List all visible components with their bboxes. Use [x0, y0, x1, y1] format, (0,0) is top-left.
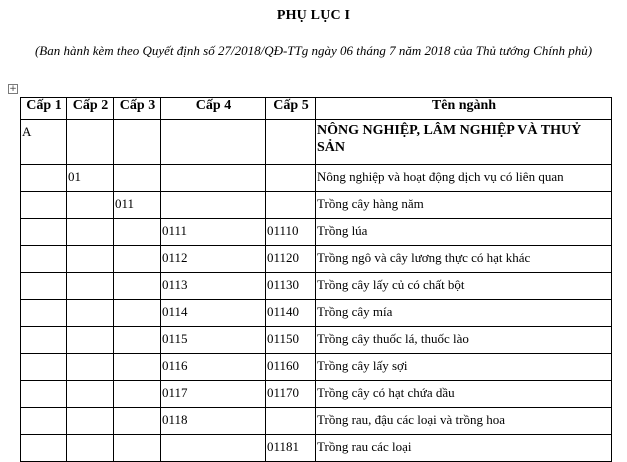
code-cell-level-3[interactable] — [114, 273, 161, 300]
industry-name-cell[interactable]: Nông nghiệp và hoạt động dịch vụ có liên quan — [316, 165, 612, 192]
code-cell-level-4[interactable] — [161, 192, 266, 219]
table-row — [21, 192, 612, 219]
code-cell-level-1[interactable] — [21, 354, 67, 381]
code-cell-level-2[interactable] — [67, 120, 114, 165]
table-row — [21, 408, 612, 435]
document-subtitle: (Ban hành kèm theo Quyết định số 27/2018/QĐ-TTg ngày 06 tháng 7 năm 2018 của Thủ tướng Chính phủ) — [34, 43, 593, 58]
code-cell-level-2[interactable] — [67, 354, 114, 381]
industry-name-cell[interactable]: Trồng cây có hạt chứa dầu — [316, 381, 612, 408]
code-cell-level-2[interactable] — [67, 273, 114, 300]
code-cell-level-4[interactable]: 0111 — [161, 219, 266, 246]
table-row — [21, 354, 612, 381]
code-cell-level-5[interactable]: 01110 — [266, 219, 316, 246]
code-cell-level-1[interactable] — [21, 273, 67, 300]
header-cap-3: Cấp 3 — [114, 98, 161, 120]
code-cell-level-3[interactable] — [114, 120, 161, 165]
code-cell-level-5[interactable] — [266, 408, 316, 435]
code-cell-level-5[interactable]: 01150 — [266, 327, 316, 354]
code-cell-level-4[interactable]: 0118 — [161, 408, 266, 435]
industry-name-cell[interactable]: Trồng rau các loại — [316, 435, 612, 462]
code-cell-level-4[interactable]: 0116 — [161, 354, 266, 381]
table-row — [21, 435, 612, 462]
move-icon[interactable]: + — [9, 84, 17, 94]
industry-name-cell[interactable]: Trồng cây thuốc lá, thuốc lào — [316, 327, 612, 354]
industry-name-cell[interactable]: NÔNG NGHIỆP, LÂM NGHIỆP VÀ THUỶ SẢN — [316, 120, 612, 165]
table-row — [21, 246, 612, 273]
code-cell-level-2[interactable] — [67, 300, 114, 327]
table-row — [21, 300, 612, 327]
header-cap-4: Cấp 4 — [161, 98, 266, 120]
code-cell-level-2[interactable] — [67, 381, 114, 408]
code-cell-level-3[interactable] — [114, 408, 161, 435]
code-cell-level-1[interactable] — [21, 192, 67, 219]
code-cell-level-4[interactable]: 0113 — [161, 273, 266, 300]
code-cell-level-2[interactable] — [67, 246, 114, 273]
code-cell-level-3[interactable] — [114, 219, 161, 246]
table-row — [21, 165, 612, 192]
industry-name-cell[interactable]: Trồng cây hàng năm — [316, 192, 612, 219]
table-row — [21, 273, 612, 300]
industry-name-cell[interactable]: Trồng lúa — [316, 219, 612, 246]
code-cell-level-5[interactable]: 01160 — [266, 354, 316, 381]
code-cell-level-5[interactable]: 01181 — [266, 435, 316, 462]
header-cap-1: Cấp 1 — [21, 98, 67, 120]
table-row — [21, 120, 612, 165]
code-cell-level-4[interactable]: 0117 — [161, 381, 266, 408]
code-cell-level-5[interactable]: 01130 — [266, 273, 316, 300]
code-cell-level-3[interactable] — [114, 435, 161, 462]
code-cell-level-2[interactable] — [67, 192, 114, 219]
code-cell-level-4[interactable] — [161, 435, 266, 462]
code-cell-level-2[interactable] — [67, 435, 114, 462]
industry-name-cell[interactable]: Trồng rau, đậu các loại và trồng hoa — [316, 408, 612, 435]
table-header-row — [21, 98, 612, 120]
code-cell-level-4[interactable]: 0115 — [161, 327, 266, 354]
code-cell-level-5[interactable]: 01140 — [266, 300, 316, 327]
table-row — [21, 381, 612, 408]
header-ten-nganh: Tên ngành — [316, 98, 612, 120]
code-cell-level-3[interactable] — [114, 165, 161, 192]
code-cell-level-1[interactable] — [21, 300, 67, 327]
code-cell-level-4[interactable]: 0114 — [161, 300, 266, 327]
code-cell-level-1[interactable] — [21, 381, 67, 408]
table-row — [21, 327, 612, 354]
code-cell-level-4[interactable]: 0112 — [161, 246, 266, 273]
industry-name-cell[interactable]: Trồng cây lấy củ có chất bột — [316, 273, 612, 300]
code-cell-level-3[interactable]: 011 — [114, 192, 161, 219]
code-cell-level-5[interactable]: 01120 — [266, 246, 316, 273]
code-cell-level-3[interactable] — [114, 354, 161, 381]
code-cell-level-1[interactable] — [21, 246, 67, 273]
code-cell-level-5[interactable] — [266, 165, 316, 192]
code-cell-level-1[interactable] — [21, 165, 67, 192]
code-cell-level-3[interactable] — [114, 327, 161, 354]
header-cap-2: Cấp 2 — [67, 98, 114, 120]
code-cell-level-4[interactable] — [161, 165, 266, 192]
industry-name-cell[interactable]: Trồng cây mía — [316, 300, 612, 327]
table-row — [21, 219, 612, 246]
code-cell-level-1[interactable] — [21, 327, 67, 354]
industry-code-table — [20, 97, 612, 462]
industry-name-cell[interactable]: Trồng ngô và cây lương thực có hạt khác — [316, 246, 612, 273]
code-cell-level-3[interactable] — [114, 246, 161, 273]
code-cell-level-5[interactable]: 01170 — [266, 381, 316, 408]
code-cell-level-3[interactable] — [114, 381, 161, 408]
document-title: PHỤ LỤC I — [276, 8, 351, 23]
code-cell-level-5[interactable] — [266, 192, 316, 219]
code-cell-level-2[interactable] — [67, 219, 114, 246]
code-cell-level-2[interactable] — [67, 327, 114, 354]
header-cap-5: Cấp 5 — [266, 98, 316, 120]
code-cell-level-3[interactable] — [114, 300, 161, 327]
code-cell-level-1[interactable] — [21, 219, 67, 246]
code-cell-level-4[interactable] — [161, 120, 266, 165]
code-cell-level-1[interactable] — [21, 435, 67, 462]
code-cell-level-2[interactable] — [67, 408, 114, 435]
code-cell-level-1[interactable] — [21, 408, 67, 435]
industry-name-cell[interactable]: Trồng cây lấy sợi — [316, 354, 612, 381]
code-cell-level-1[interactable]: A — [21, 120, 67, 165]
code-cell-level-5[interactable] — [266, 120, 316, 165]
code-cell-level-2[interactable]: 01 — [67, 165, 114, 192]
